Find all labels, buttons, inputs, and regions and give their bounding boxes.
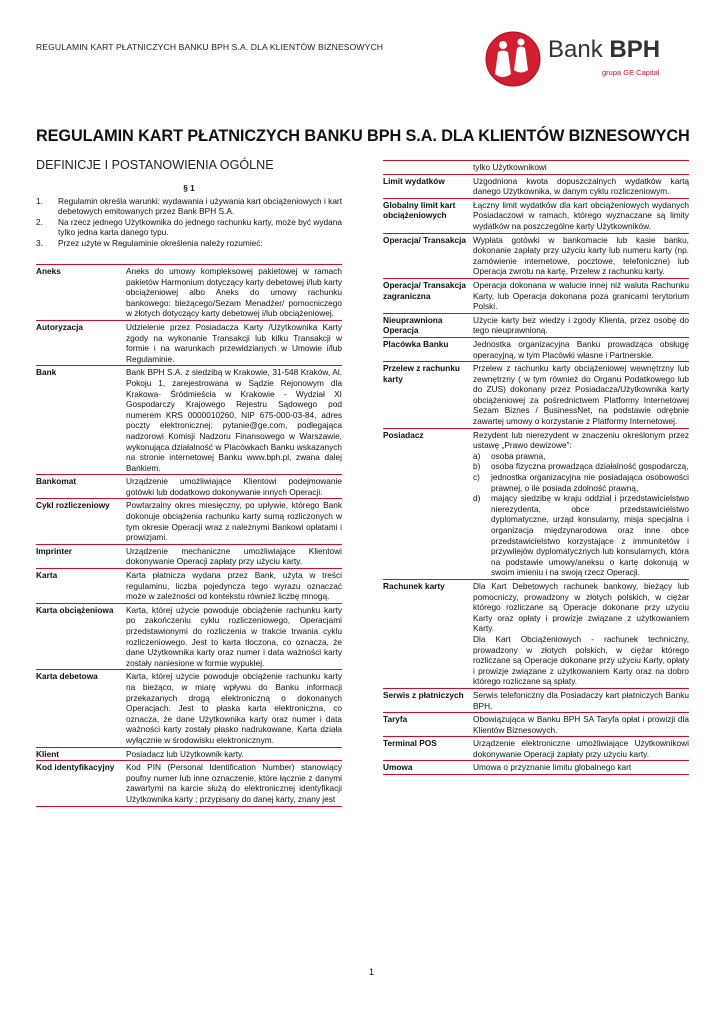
definition-row xyxy=(36,545,342,569)
definition-text xyxy=(126,671,342,745)
definition-text xyxy=(473,430,689,578)
definition-body: Serwis telefoniczny dla Posiadaczy kart płatniczych Banku BPH. xyxy=(473,689,689,711)
intro-item: 1. Regulamin określa warunki: wydawania i używania kart obciążeniowych i kart debetowych emitowanych przez Bank BPH S.A. xyxy=(36,195,342,217)
definition-term: Karta debetowa xyxy=(36,671,98,682)
definition-term: Limit wydatków xyxy=(383,175,445,186)
definition-text xyxy=(126,762,342,804)
definition-term: Operacja/ Transakcja xyxy=(383,234,467,245)
definition-row xyxy=(36,761,342,806)
definition-row xyxy=(383,689,689,713)
definition-text xyxy=(126,570,342,602)
definition-row xyxy=(383,314,689,338)
definition-body: Jednostka organizacyjna Banku prowadząca obsługę operacyjną, w tym Placówki własne i Partnerskie. xyxy=(473,338,689,360)
definition-text xyxy=(473,235,689,277)
intro-block xyxy=(36,183,342,249)
definition-text xyxy=(473,714,689,735)
definition-body: Bank BPH S.A. z siedzibą w Krakowie, 31-548 Kraków, Al. Pokoju 1, zarejestrowana w Sądzie Rejonowym dla Krakowa- Śródmieścia w Krakowie - Wydział XI Gospodarczy Krajowego Rejestru Sądowego pod numerem KRS 0000010260, NIP 675-000-03-84, adres poczty elektronicznej: pytanie@ge.com, podlegająca nadzorowi Komisji Nadzoru Finansowego w Warszawie, wykonująca działalność w Placówkach Banku wskazanych na stronie internetowej Banku www.bph.pl, zwana dalej Bankiem. xyxy=(126,367,342,473)
definition-term: Rachunek karty xyxy=(383,580,445,591)
definition-body: Umowa o przyznanie limitu globalnego kart xyxy=(473,762,632,773)
subitem-letter: c) xyxy=(473,472,480,483)
definition-body: Karta, której użycie powoduje obciążenie rachunku karty na bieżąco, w miarę wpływu do Banku informacji przekazanych drogą elektroniczną o dokonanych Operacjach. Jest to płaska karta elektroniczna, co oznacza, że dane Użytkownika karty oraz numer i data ważności karty zostały płasko nadrukowane. Karta działa wyłącznie w środowisku elektronicznym. xyxy=(126,671,342,745)
definition-row xyxy=(36,264,342,321)
definition-text xyxy=(473,363,689,427)
definition-row xyxy=(36,670,342,747)
definition-term xyxy=(383,162,473,173)
definition-row xyxy=(383,160,689,175)
definition-text xyxy=(126,749,342,760)
document-title: REGULAMIN KART PŁATNICZYCH BANKU BPH S.A. DLA KLIENTÓW BIZNESOWYCH xyxy=(36,127,690,145)
definition-text xyxy=(473,162,689,173)
definition-row xyxy=(383,713,689,737)
definition-text xyxy=(126,500,342,542)
intro-item: 2. Na rzecz jednego Użytkownika do jednego rachunku karty, może być wydana tylko jedna karta danego typu. xyxy=(36,216,342,238)
subitem-letter: d) xyxy=(473,493,481,504)
definition-subitem xyxy=(473,472,689,493)
definition-body: Dla Kart Debetowych rachunek bankowy, bieżący lub pomocniczy, prowadzony w złotych polskich, w ciężar którego rozliczane są Operacje dokonane przy użyciu Karty oraz opłaty i prowizje związane z użytkowaniem Karty. xyxy=(473,580,689,634)
intro-item-text: Przez użyte w Regulaminie określenia należy rozumieć: xyxy=(58,237,263,248)
definition-term: Kod identyfikacyjny xyxy=(36,762,115,773)
definition-body: Posiadacz lub Użytkownik karty. xyxy=(126,748,244,759)
section-heading: DEFINICJE I POSTANOWIENIA OGÓLNE xyxy=(36,158,274,172)
definition-body: Operacja dokonana w walucie innej niż waluta Rachunku Karty, lub Operacja dokonana poza granicami terytorium Polski. xyxy=(473,279,689,312)
definition-term: Bank xyxy=(36,367,57,378)
running-header: REGULAMIN KART PŁATNICZYCH BANKU BPH S.A. DLA KLIENTÓW BIZNESOWYCH xyxy=(36,42,384,52)
subitem-text: jednostka organizacyjna nie posiadająca osobowości prawnej, o ile posiada zdolność prawną, xyxy=(491,472,689,493)
definitions-table-right xyxy=(383,160,689,775)
definition-body: Udzielenie przez Posiadacza Karty /Użytkownika Karty zgody na wykonanie Transakcji lub kilku Transakcji w formie i na warunkach przewidzianych w Umowie i/lub Regulaminie. xyxy=(126,321,342,364)
logo-wordmark: Bank BPH xyxy=(548,36,661,63)
definition-text xyxy=(473,315,689,336)
definition-term: Karta obciążeniowa xyxy=(36,604,114,615)
definition-term: Klient xyxy=(36,748,60,759)
definition-body: Kod PIN (Personal Identification Number) stanowiący poufny numer lub inne oznaczenie, które łącznie z danymi zawartymi na karcie służą do elektronicznej identyfikacji Użytkownika karty ; przypisany do danej karty, znany jest xyxy=(126,762,342,804)
paragraph-symbol: § 1 xyxy=(183,183,195,193)
definition-body: Urządzenie umożliwiające Klientowi podejmowanie gotówki lub dodatkowo dokonywanie innych Operacji. xyxy=(126,476,342,497)
definition-body: Przelew z rachunku karty obciążeniowej wewnętrzny lub zewnętrzny ( w tym również do Organu Podatkowego lub do ZUS) dokonany przez Posiadacza/Użytkownika karty obciążeniowej za pośrednictwem Platformy Internetowej Sezam Biznes / BusinessNet, na podstawie odrębnie zawartej umowy o korzystanie z Platformy Internetowej. xyxy=(473,363,689,427)
subitem-text: osoba fizyczna prowadząca działalność gospodarczą, xyxy=(491,461,689,472)
definition-row xyxy=(383,737,689,761)
definition-body: Karta płatnicza wydana przez Bank, użyta w treści regulaminu, liczba pojedyncza tego wyrazu oznaczać może w zależności od kontekstu również liczbę mnogą. xyxy=(126,570,342,602)
definition-body: Wypłata gotówki w bankomacie lub kasie banku, dokonanie zapłaty przy użyciu karty lub numeru karty (np. zamówienie internetowe, pocztowe, telefoniczne) lub Operacja zwrotu na kartę, Przelew z rachunku karty. xyxy=(473,234,689,277)
definition-body: tylko Użytkownikowi xyxy=(473,162,547,172)
definition-term: Globalny limit kart obciążeniowych xyxy=(383,199,456,221)
definition-row xyxy=(36,499,342,544)
logo-emblem-icon xyxy=(484,30,546,88)
definition-row xyxy=(383,175,689,199)
definition-body: Urządzenie elektroniczne umożliwiające Użytkownikowi dokonywanie Operacji zapłaty przy użyciu karty. xyxy=(473,738,689,759)
intro-item-text: Regulamin określa warunki: wydawania i używania kart obciążeniowych i kart debetowych emitowanych przez Bank BPH S.A. xyxy=(58,195,342,217)
definition-row xyxy=(383,234,689,279)
definition-row xyxy=(383,279,689,314)
definition-text xyxy=(126,367,342,473)
definition-body: Łączny limit wydatków dla kart obciążeniowych wydanych Posiadaczowi w ramach, którego wyznaczane są limity wydatków na poszczególne karty Użytkowników. xyxy=(473,199,689,231)
definition-body: Aneks do umowy kompleksowej pakietowej w ramach pakietów Harmonium dotyczący karty debetowej i/lub karty obciążeniowej albo Aneks do umowy rachunku bankowego: bieżącego/Sezam Menadżer/ pomocniczego w złotych dotyczący karty debetowej i/lub obciążeniowej. xyxy=(126,266,342,319)
definition-text xyxy=(473,200,689,232)
definition-term: Przelew z rachunku karty xyxy=(383,363,461,384)
definition-row xyxy=(36,604,342,671)
definition-term: Autoryzacja xyxy=(36,321,84,332)
definition-subitem xyxy=(473,461,689,472)
definition-row xyxy=(36,366,342,475)
definition-term: Serwis z płatniczych xyxy=(383,689,464,700)
definition-body: Rezydent lub nierezydent w znaczeniu określonym przez ustawę „Prawo dewizowe”: xyxy=(473,429,689,451)
definition-text xyxy=(473,690,689,711)
intro-item-text: Na rzecz jednego Użytkownika do jednego rachunku karty, może być wydana tylko jedna karta danego typu. xyxy=(58,216,342,238)
definition-row xyxy=(383,199,689,234)
definition-text xyxy=(126,476,342,497)
definition-row xyxy=(36,569,342,604)
definition-text xyxy=(126,322,342,364)
definition-body: Uzgodniona kwota dopuszczalnych wydatków kartą danego Użytkownika, w danym cyklu rozliczeniowym. xyxy=(473,175,689,197)
definition-body: Urządzenie mechaniczne umożliwiające Klientowi dokonywanie Operacji zapłaty przy użyciu karty. xyxy=(126,545,342,567)
definition-text xyxy=(126,266,342,319)
subitem-letter: b) xyxy=(473,461,481,472)
definition-subitem xyxy=(473,451,689,462)
definition-text xyxy=(126,546,342,567)
definition-body: Obowiązująca w Banku BPH SA Taryfa opłat i prowizji dla Klientów Biznesowych. xyxy=(473,714,689,735)
definition-text xyxy=(473,280,689,312)
definition-body: Karta, której użycie powoduje obciążenie rachunku karty po zakończeniu cyklu rozliczeniowego, Operacjami przedstawionymi do rozliczenia w trakcie trwania cyklu rozliczeniowego. Jest to karta tłoczona, co oznacza, że dane Użytkownika karty oraz numer i data ważności karty zostały naniesione w formie wypukłej. xyxy=(126,604,342,668)
definition-row xyxy=(383,429,689,580)
definition-text xyxy=(473,738,689,759)
definition-row xyxy=(36,321,342,366)
definition-text xyxy=(473,581,689,687)
definition-body: Powtarzalny okres miesięczny, po upływie, którego Bank dokonuje obciążenia rachunku karty sumą rozliczonych w tym okresie Operacji wraz z należnymi Bankowi opłatami i prowizjami. xyxy=(126,500,342,543)
page-number: 1 xyxy=(369,967,375,977)
definition-text xyxy=(126,605,342,669)
definition-term: Bankomat xyxy=(36,476,77,487)
definitions-table-left xyxy=(36,264,342,807)
definition-term: Karta xyxy=(36,570,58,581)
definition-row xyxy=(36,475,342,499)
definition-term: Placówka Banku xyxy=(383,338,449,349)
definition-subitem xyxy=(473,493,689,578)
subitem-letter: a) xyxy=(473,450,481,461)
definition-body: Dla Kart Obciążeniowych - rachunek techniczny, prowadzony w złotych polskich, w ciężar którego rozliczane są Operacje dokonane przy użyciu Karty, opłaty i prowizje związane z użytkowaniem Karty oraz na dobro którego rozliczane są spłaty. xyxy=(473,633,689,687)
definition-term: Terminal POS xyxy=(383,738,437,749)
definition-row xyxy=(36,748,342,762)
definition-text xyxy=(473,176,689,197)
definition-term: Taryfa xyxy=(383,714,408,725)
bank-bph-logo xyxy=(484,30,694,88)
definition-term: Posiadacz xyxy=(383,429,424,440)
definition-term: Imprinter xyxy=(36,545,72,556)
definition-row xyxy=(383,362,689,429)
definition-text xyxy=(473,339,689,360)
definition-text xyxy=(473,762,689,773)
definition-term: Operacja/ Transakcja zagraniczna xyxy=(383,279,467,301)
definition-row xyxy=(383,761,689,775)
logo-tagline: grupa GE Capital xyxy=(602,68,660,77)
definition-row xyxy=(383,580,689,689)
definition-row xyxy=(383,338,689,362)
definition-term: Aneks xyxy=(36,266,61,276)
definition-term: Nieuprawniona Operacja xyxy=(383,314,443,336)
definition-term: Cykl rozliczeniowy xyxy=(36,500,110,511)
subitem-text: osoba prawna, xyxy=(491,450,546,461)
definition-body: Użycie karty bez wiedzy i zgody Klienta, przez osobę do tego nieuprawnioną. xyxy=(473,314,689,336)
definition-term: Umowa xyxy=(383,762,413,773)
intro-item: 3. Przez użyte w Regulaminie określenia należy rozumieć: xyxy=(36,237,263,248)
subitem-text: mający siedzibę w kraju oddział i przedstawicielstwo nierezydenta, obce przedstawicielstwo dyplomatyczne, urząd konsularny, misja specjalna i organizacja międzynarodowa oraz inne obce przedstawicielstwo korzystające z immunitetów i przywilejów dyplomatycznych lub konsularnych, która na podstawie umowy/aneksu o kartę dokonują w swoim imieniu i na swoją rzecz Operacji. xyxy=(491,493,689,578)
